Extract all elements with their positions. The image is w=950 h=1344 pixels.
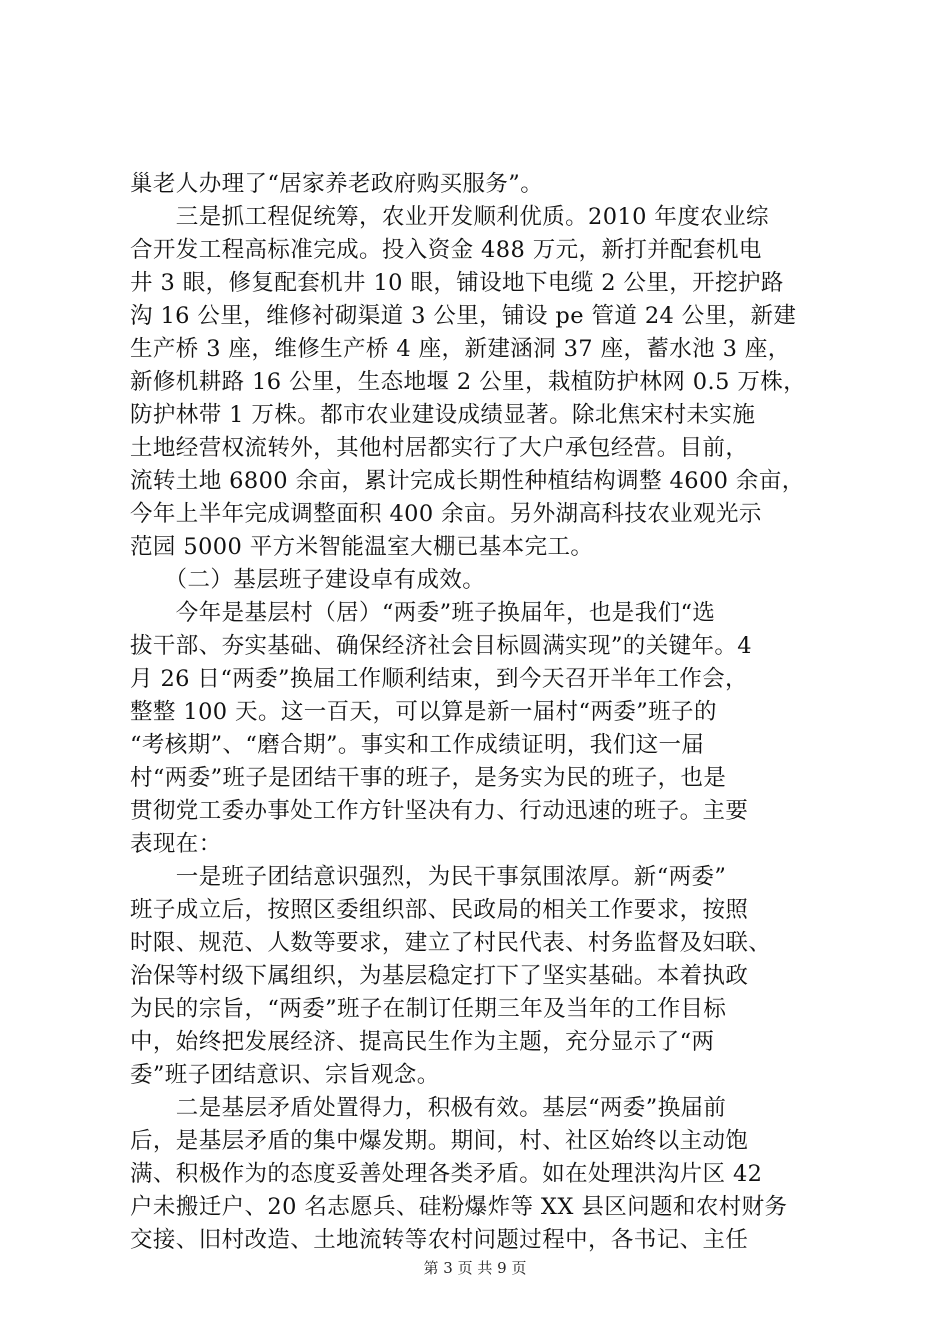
text-line: 表现在： [130, 831, 222, 857]
text-line: 时限、规范、人数等要求，建立了村民代表、村务监督及妇联、 [130, 930, 772, 956]
text-line: 流转土地 6800 余亩，累计完成长期性种植结构调整 4600 余亩， [130, 468, 805, 494]
text-line: 今年是基层村（居）“两委”班子换届年，也是我们“选 [130, 600, 716, 626]
text-line: （二）基层班子建设卓有成效。 [130, 567, 486, 593]
text-line: 整整 100 天。这一百天，可以算是新一届村“两委”班子的 [130, 699, 717, 725]
text-line: 新修机耕路 16 公里，生态地堰 2 公里，栽植防护林网 0.5 万株， [130, 369, 807, 395]
text-line: 二是基层矛盾处置得力，积极有效。基层“两委”换届前 [130, 1095, 727, 1121]
body-text [130, 168, 830, 1257]
text-line: 班子成立后，按照区委组织部、民政局的相关工作要求，按照 [130, 897, 749, 923]
text-line: 委”班子团结意识、宗旨观念。 [130, 1062, 440, 1088]
text-line: 后，是基层矛盾的集中爆发期。期间，村、社区始终以主动饱 [130, 1128, 749, 1154]
text-line: 生产桥 3 座，维修生产桥 4 座，新建涵洞 37 座，蓄水池 3 座， [130, 336, 791, 362]
text-line: 范园 5000 平方米智能温室大棚已基本完工。 [130, 534, 594, 560]
text-line: 为民的宗旨，“两委”班子在制订任期三年及当年的工作目标 [130, 996, 727, 1022]
text-line: 沟 16 公里，维修衬砌渠道 3 公里，铺设 pe 管道 24 公里，新建 [130, 303, 797, 329]
text-line: 村“两委”班子是团结干事的班子，是务实为民的班子，也是 [130, 765, 727, 791]
text-line: 满、积极作为的态度妥善处理各类矛盾。如在处理洪沟片区 42 [130, 1161, 763, 1187]
page-footer: 第 3 页 共 9 页 [423, 1259, 527, 1277]
text-line: 治保等村级下属组织，为基层稳定打下了坚实基础。本着执政 [130, 963, 749, 989]
text-line: 交接、旧村改造、土地流转等农村问题过程中，各书记、主任 [130, 1227, 749, 1253]
text-line: 拔干部、夯实基础、确保经济社会目标圆满实现”的关键年。4 [130, 633, 753, 659]
text-line: 合开发工程高标准完成。投入资金 488 万元，新打并配套机电 [130, 237, 762, 263]
text-line: 巢老人办理了“居家养老政府购买服务”。 [130, 171, 544, 197]
text-line: 井 3 眼，修复配套机井 10 眼，铺设地下电缆 2 公里，开挖护路 [130, 270, 784, 296]
text-line: 户未搬迁户、20 名志愿兵、硅粉爆炸等 XX 县区问题和农村财务 [130, 1194, 788, 1220]
text-line: 今年上半年完成调整面积 400 余亩。另外湖高科技农业观光示 [130, 501, 762, 527]
text-line: “考核期”、“磨合期”。事实和工作成绩证明，我们这一届 [130, 732, 705, 758]
text-line: 防护林带 1 万株。都市农业建设成绩显著。除北焦宋村未实施 [130, 402, 756, 428]
text-line: 土地经营权流转外，其他村居都实行了大户承包经营。目前， [130, 435, 749, 461]
text-line: 中，始终把发展经济、提高民生作为主题，充分显示了“两 [130, 1029, 715, 1055]
text-line: 月 26 日“两委”换届工作顺利结束，到今天召开半年工作会， [130, 666, 748, 692]
text-line: 三是抓工程促统筹，农业开发顺利优质。2010 年度农业综 [130, 204, 769, 230]
text-line: 贯彻党工委办事处工作方针坚决有力、行动迅速的班子。主要 [130, 798, 749, 824]
text-line: 一是班子团结意识强烈，为民干事氛围浓厚。新“两委” [130, 864, 727, 890]
